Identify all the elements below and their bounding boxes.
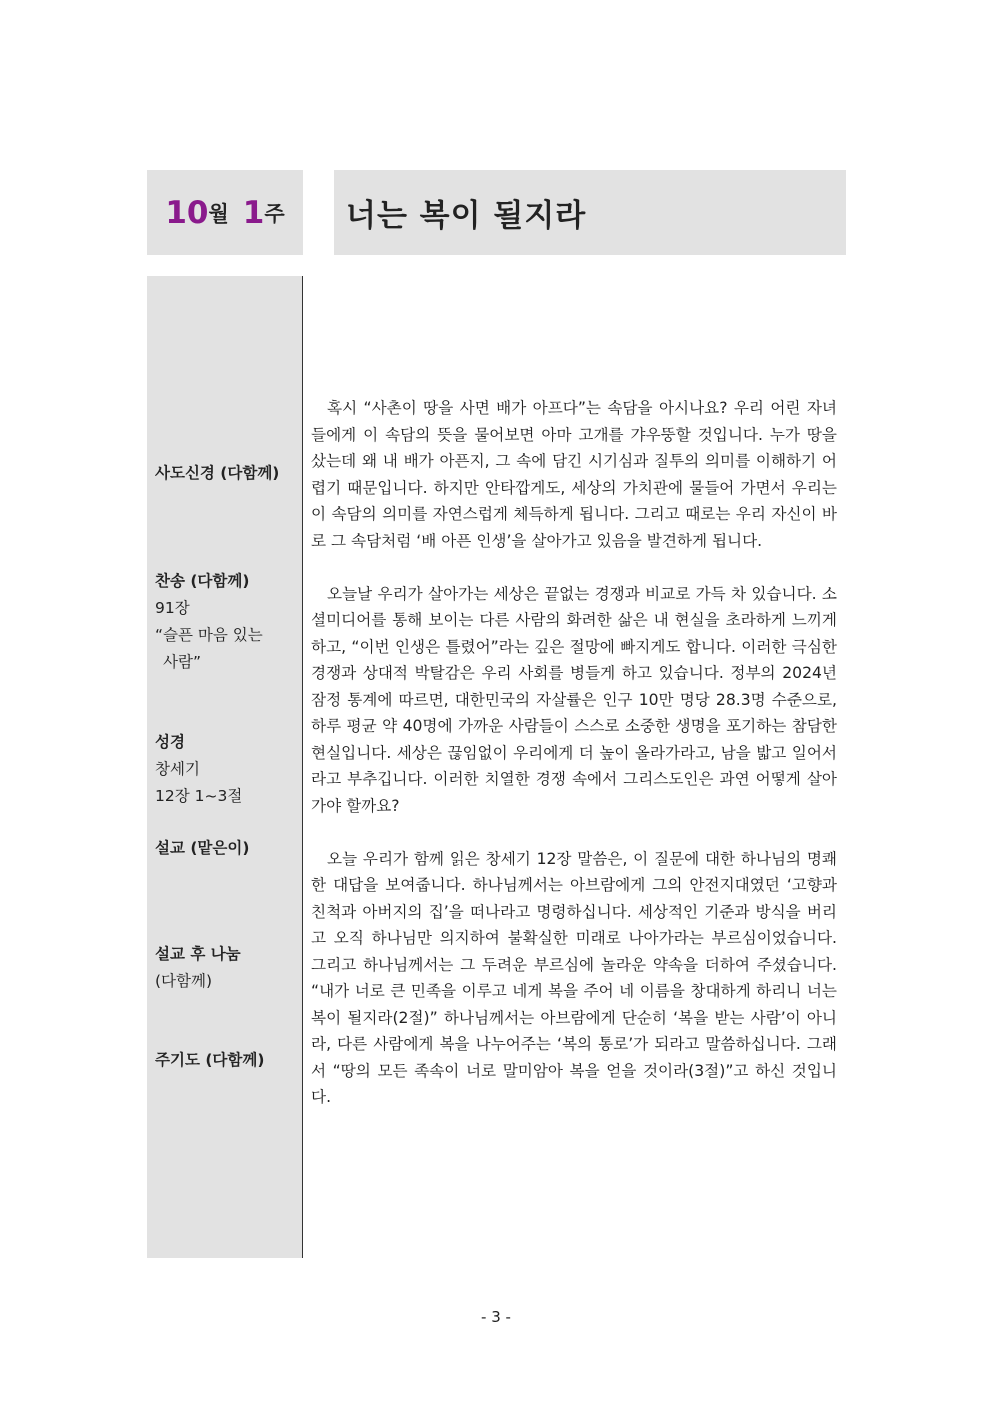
hymn-number: 91장 — [155, 599, 190, 617]
hymn-title-line2: 사람” — [163, 653, 201, 671]
month-unit: 월 — [208, 201, 229, 226]
paragraph: 혹시 “사촌이 땅을 사면 배가 아프다”는 속담을 아시나요? 우리 어린 자녀들에게 이 속담의 뜻을 물어보면 아마 고개를 갸우뚱할 것입니다. 누가 땅을 샀는데 왜 내 배가 아픈지, 그 속에 담긴 시기심과 질투의 의미를 이해하기 어렵기 때문입니다. 하지만 안타깝게도, 세상의 가치관에 물들어 가면서 우리는 이 속담의 의미를 자연스럽게 체득하게 됩니다. 그리고 때로는 우리 자신이 바로 그 속담처럼 ‘배 아픈 인생’을 살아가고 있음을 발견하게 됩니다. — [311, 399, 837, 550]
sermon-title: 너는 복이 될지라 — [346, 198, 587, 234]
paragraph: 오늘날 우리가 살아가는 세상은 끝없는 경쟁과 비교로 가득 차 있습니다. 소셜미디어를 통해 보이는 다른 사람의 화려한 삶은 내 현실을 초라하게 느끼게 하고, “이번 인생은 틀렸어”라는 깊은 절망에 빠지게도 합니다. 이러한 극심한 경쟁과 상대적 박탈감은 우리 사회를 병들게 하고 있습니다. 정부의 2024년 잠정 통계에 따르면, 대한민국의 자살률은 인구 10만 명당 28.3명 수준으로, 하루 평균 약 40명에 가까운 사람들이 스스로 소중한 생명을 포기하는 참담한 현실입니다. 세상은 끊임없이 우리에게 더 높이 올라가라고, 남을 밟고 일어서라고 부추깁니다. 이러한 치열한 경쟁 속에서 그리스도인은 과연 어떻게 살아가야 할까요? — [311, 584, 837, 815]
scripture-reference: 12장 1~3절 — [155, 787, 243, 805]
sharing-label: 설교 후 나눔 — [155, 945, 241, 963]
sermon-body — [311, 395, 837, 1137]
sharing-sub-label: (다함께) — [155, 972, 213, 990]
page-number: - 3 - — [481, 1308, 511, 1326]
week-label-box — [147, 170, 303, 255]
lords-prayer-label: 주기도 (다함께) — [155, 1051, 265, 1069]
week-unit: 주 — [264, 201, 285, 226]
hymn-label: 찬송 (다함께) — [155, 572, 250, 590]
title-box — [334, 170, 846, 255]
sermon-label: 설교 (맡은이) — [155, 839, 250, 857]
creed-label: 사도신경 (다함께) — [155, 464, 280, 482]
scripture-label: 성경 — [155, 733, 185, 751]
order-of-service-sidebar — [147, 276, 303, 1258]
paragraph: 오늘 우리가 함께 읽은 창세기 12장 말씀은, 이 질문에 대한 하나님의 명쾌한 대답을 보여줍니다. 하나님께서는 아브람에게 그의 안전지대였던 ‘고향과 친척과 아버지의 집’을 떠나라고 명령하십니다. 세상적인 기준과 방식을 버리고 오직 하나님만 의지하여 불확실한 미래로 나아가라는 부르심이었습니다. 그리고 하나님께서는 그 두려운 부르심에 놀라운 약속을 더하여 주셨습니다. “내가 너로 큰 민족을 이루고 네게 복을 주어 네 이름을 창대하게 하리니 너는 복이 될지라(2절)” 하나님께서는 아브람에게 단순히 ‘복을 받는 사람’이 아니라, 다른 사람에게 복을 나누어주는 ‘복의 통로’가 되라고 말씀하십니다. 그래서 “땅의 모든 족속이 너로 말미암아 복을 얻을 것이라(3절)”고 하신 것입니다. — [311, 849, 837, 1106]
week-number: 1 — [242, 194, 265, 231]
hymn-title-line1: “슬픈 마음 있는 — [155, 626, 263, 644]
month-number: 10 — [165, 194, 209, 231]
scripture-book: 창세기 — [155, 760, 200, 778]
